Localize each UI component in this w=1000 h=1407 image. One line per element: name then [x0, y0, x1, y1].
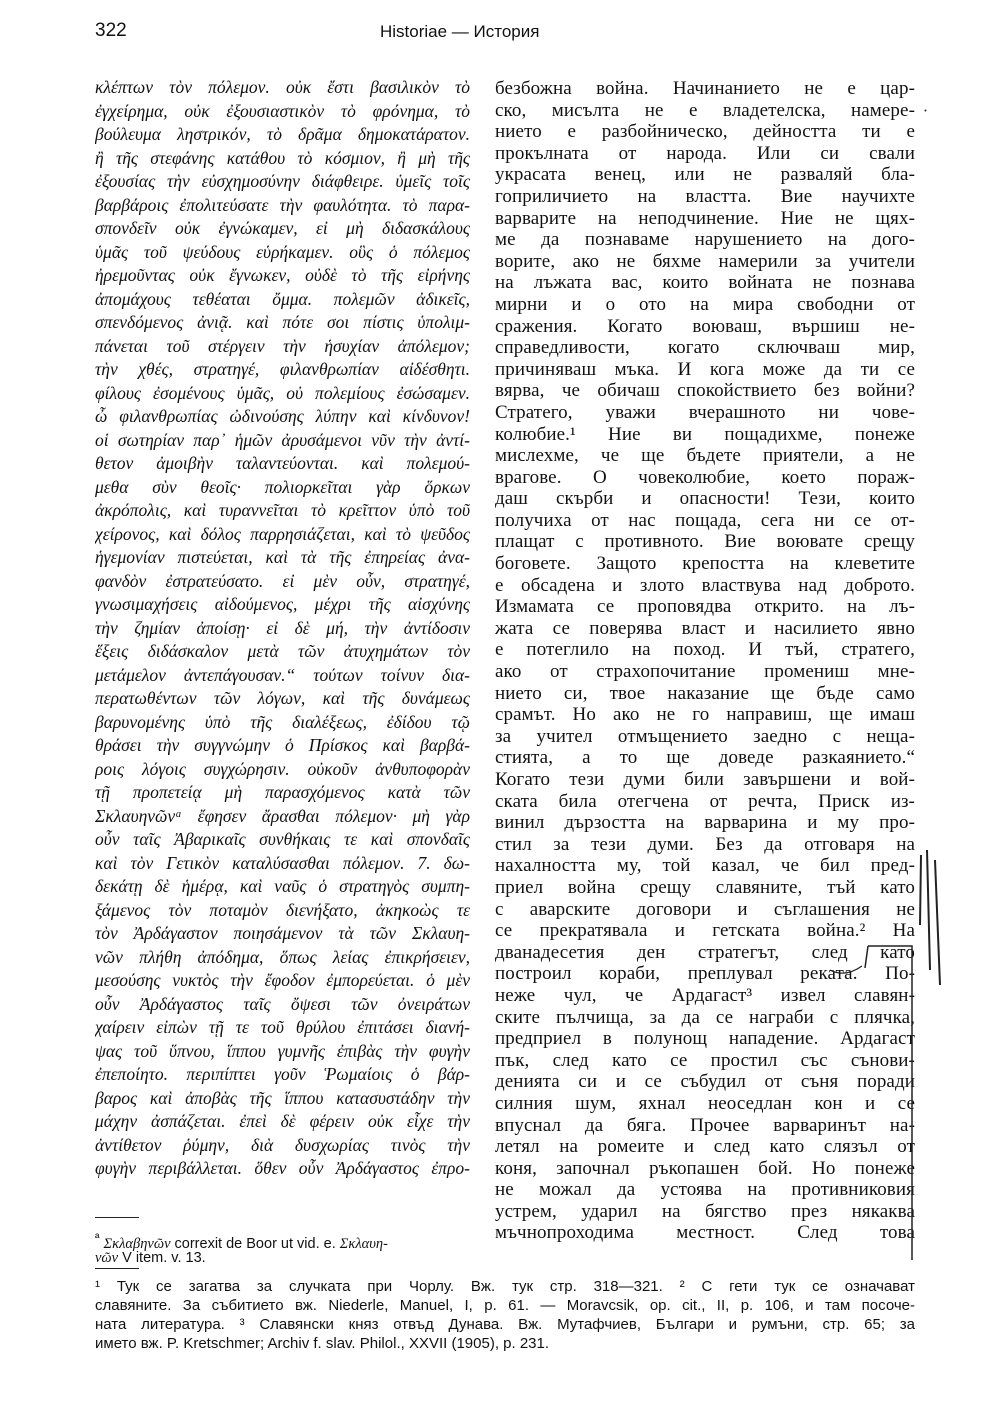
- greek-text-line: σπονδεῖν οὐκ ἐγνώκαμεν, εἰ μὴ διδασκάλους: [95, 218, 470, 238]
- translation-line: стил за тези думи. Без да отговаря на: [495, 833, 915, 855]
- translation-line: за учител отмъщението заедно с неща-: [495, 725, 915, 747]
- greek-text-line: μεσούσης νυκτὸς τὴν ἔφοδον ἐμπορεύεται. ὁ μὲν: [95, 970, 470, 990]
- apparatus-text: V item. v. 13.: [118, 1250, 206, 1266]
- footnote-line: славяните. За събитието вж. Niederle, Manuel, I, p. 61. — Moravcsik, op. cit., II, p. 106, и там посоче-: [95, 1297, 915, 1314]
- translation-line: винил дързостта на варварина и му про-: [495, 812, 915, 834]
- footnote-rule: [95, 1268, 139, 1269]
- running-head: Historiae — История: [380, 22, 540, 41]
- translation-line: предприел в полунощ нападение. Ардагаст: [495, 1028, 915, 1050]
- greek-text-line: ἕξεις διδάσκαλον μετὰ τῶν ἀτυχημάτων τὸν: [95, 641, 470, 661]
- translation-line: ворите, ако не бяхме намерили за учители: [495, 250, 915, 272]
- translation-line: Стратего, уважи вчерашното ни чове-: [495, 401, 915, 423]
- translation-line: прокълната от народа. Или си свали: [495, 142, 915, 164]
- translation-line: срамът. Но ако не го направиш, ще имаш: [495, 704, 915, 726]
- greek-text-line: δεκάτῃ δὲ ἡμέρᾳ, καὶ ναῦς ὁ στρατηγὸς συμπη-: [95, 876, 470, 896]
- greek-text-line: κλέπτων τὸν πόλεμον. οὐκ ἔστι βασιλικὸν τὸ: [95, 77, 470, 97]
- greek-text-line: οὖν ταῖς Ἀβαρικαῖς συνθήκαις τε καὶ σπονδαῖς: [95, 829, 470, 849]
- translation-line: нието си, твое наказание ще бъде само: [495, 682, 915, 704]
- translation-line: с аварските договори и съглашения не: [495, 898, 915, 920]
- greek-text-line: περατωθέντων τῶν λόγων, καὶ τῆς δυνάμεως: [95, 688, 470, 708]
- greek-text-line: Σκλαυηνῶνᵃ ἔφησεν ἄρασθαι πόλεμον· μὴ γὰρ: [95, 805, 470, 826]
- apparatus-line: [95, 1228, 475, 1252]
- apparatus-text: correxit de Boor ut vid. e.: [170, 1235, 340, 1252]
- translation-line: варварите на неподчинение. Ние не щях-: [495, 207, 915, 229]
- translation-line: боговете. Защото крепостта на клеветите: [495, 553, 915, 575]
- greek-text-line: ξάμενος τὸν ποταμὸν διενήξατο, ἀκηκοὼς τε: [95, 899, 470, 920]
- footnote-line: името вж. P. Kretschmer; Archiv f. slav. Philol., XXVII (1905), p. 231.: [95, 1335, 550, 1352]
- translation-line: причиняваш мъка. И кога може да ти се: [495, 358, 915, 380]
- greek-text-line: ἐπεποίητο. περιπίπτει γοῦν Ῥωμαίοις ὁ βάρ-: [95, 1064, 470, 1084]
- greek-text-line: χείρονος, καὶ δόλος παρρησιάζεται, καὶ τὸ ψεῦδος: [95, 523, 470, 544]
- translation-line: вярва, че обичаш спокойствието без войни?: [495, 380, 915, 402]
- greek-text-line: βούλευμα ληστρικόν, τὸ δρᾶμα δημοκατάρατον.: [95, 124, 470, 144]
- translation-line: справедливости, когато сключваш мир,: [495, 337, 915, 359]
- greek-text-line: ἀπομάχους τεθέαται ὄμμα. πολεμῶν ἀδικεῖς,: [95, 288, 470, 309]
- translation-line: мъчнопроходима местност. След това: [495, 1222, 915, 1244]
- translation-line: се прекратявала и гетската война.² На: [495, 920, 915, 942]
- greek-word: Σκλαυη-: [339, 1235, 388, 1252]
- greek-word: νῶν: [95, 1250, 119, 1266]
- translation-line: дванадесетия ден стратегът, след като: [495, 941, 915, 963]
- greek-text-line: ροις λόγοις συγχώρησιν. οὐκοῦν ἀνθυποφορὰν: [95, 758, 470, 779]
- translation-line: неже чул, че Ардагаст³ извел славян-: [495, 984, 915, 1006]
- greek-text-line: ἀκρόπολις, καὶ τυραννεῖται τὸ κρεῖττον ὑπὸ τοῦ: [95, 500, 470, 520]
- translation-line: украсата венец, или не разваляй бла-: [495, 164, 915, 186]
- apparatus-marker: ª: [95, 1231, 100, 1245]
- translation-line: летял на ромеите и след като слязъл от: [495, 1136, 915, 1158]
- translation-line: ската била отегчена от речта, Приск из-: [495, 790, 915, 812]
- translation-line: е потеглило на поход. И тъй, стратего,: [495, 639, 915, 661]
- translation-line: получиха от нас пощада, сега ни се от-: [495, 509, 915, 531]
- translation-line: устрем, ударил на бягство през някаква: [495, 1200, 915, 1222]
- greek-text-line: φανδὸν ἐστρατεύσατο. εἰ μὲν οὖν, στρατηγέ,: [95, 570, 470, 591]
- greek-text-line: οἱ σωτηρίαν παρ᾽ ἡμῶν ἀρυσάμενοι νῦν τὴν ἀντί-: [95, 429, 470, 450]
- greek-text-line: βαρος καὶ ἀποβὰς τῆς ἵππου κατασυστάδην τὴν: [95, 1087, 470, 1108]
- greek-text-column: [95, 76, 470, 1181]
- greek-text-line: ἐξουσίας τὴν εὐσχημοσύνην διάφθειρε. ὑμεῖς τοῖς: [95, 171, 470, 191]
- greek-text-line: ψας τοῦ ὕπνου, ἵππου γυμνῆς ἐπιβὰς τὴν φυγὴν: [95, 1040, 470, 1061]
- bulgarian-translation-column: [495, 78, 915, 1244]
- page-number: 322: [95, 20, 127, 41]
- greek-text-line: βαρβάροις ἐπολιτεύσατε τὴν φαυλότητα. τὸ παρα-: [95, 194, 470, 215]
- greek-text-line: νῶν πλήθη ἀπόδημα, ὅπως λείας ἐπικρήσειεν,: [95, 946, 470, 967]
- greek-text-line: πάνεται τοῦ στέργειν τὴν ἡσυχίαν ἀπόλεμον;: [95, 335, 470, 356]
- footnotes: [95, 1277, 915, 1353]
- translation-line: Измамата се проповядва открито. на лъ-: [495, 596, 915, 618]
- greek-word: Σκλαβηνῶν: [103, 1235, 171, 1252]
- translation-line: ско, мисълта не е владетелска, намере-: [495, 99, 915, 121]
- greek-text-line: τὴν ζημίαν ἀποίσῃ· εἰ δὲ μή, τὴν ἀντίδοσιν: [95, 617, 470, 638]
- greek-text-line: χαίρειν εἰπὼν τῇ τε τοῦ θρύλου ἐπιτάσει διανή-: [95, 1017, 470, 1037]
- greek-text-line: μεθα σὺν θεοῖς· πολιορκεῖται γὰρ ὅρκων: [95, 476, 470, 497]
- greek-text-line: φυγὴν περιβάλλεται. ὅθεν οὖν Ἀρδάγαστος ἐπρο-: [95, 1158, 470, 1178]
- translation-line: нахалността му, той казал, че бил пред-: [495, 855, 915, 877]
- translation-line: построил кораби, преплувал реката. По-: [495, 963, 915, 985]
- translation-line: гоприличието на властта. Вие научихте: [495, 185, 915, 207]
- translation-line: врагове. О човеколюбие, което пораж-: [495, 466, 915, 488]
- critical-apparatus: [95, 1228, 475, 1268]
- translation-line: колюбие.¹ Ние ви пощадихме, понеже: [495, 423, 915, 445]
- translation-line: коня, започнал ръкопашен бой. Но понеже: [495, 1157, 915, 1179]
- greek-text-line: θετον ἀμοιβὴν ταλαντεύονται. καὶ πολεμού-: [95, 453, 470, 473]
- translation-line: стията, а то ще доведе разкаянието.“: [495, 747, 915, 769]
- translation-line: даш скърби и опасности! Тези, които: [495, 488, 915, 510]
- greek-text-line: θράσει τὴν συγγνώμην ὁ Πρίσκος καὶ βαρβά-: [95, 735, 470, 755]
- greek-text-line: τὸν Ἀρδάγαστον ποιησάμενον τὰ τῶν Σκλαυη-: [95, 923, 470, 943]
- translation-line: безбожна война. Начинанието не е цар-: [495, 78, 915, 99]
- translation-line: ските пълчища, за да се награби с плячка,: [495, 1006, 915, 1028]
- greek-text-line: φίλους ἐσομένους ὑμᾶς, οὐ πολεμίους ἐσώσαμεν.: [95, 382, 470, 403]
- translation-line: сражения. Когато воюваш, вършиш не-: [495, 315, 915, 337]
- greek-text-line: καὶ τὸν Γετικὸν καταλύσασθαι πόλεμον. 7. δω-: [95, 852, 470, 873]
- translation-line: Когато тези думи били завършени и вой-: [495, 769, 915, 790]
- greek-text-line: μάχην ἀσπάζεται. ἐπεὶ δὲ φέρειν οὐκ εἶχε τὴν: [95, 1111, 470, 1131]
- greek-text-line: μετάμελον ἀντεπάγουσαν.“ τούτων τοίνυν δια-: [95, 664, 470, 685]
- translation-line: пък, след като се простил със сънови-: [495, 1049, 915, 1071]
- greek-text-line: ὦ φιλανθρωπίας ὠδινούσης λύπην καὶ κίνδυνον!: [95, 406, 470, 426]
- apparatus-rule: [95, 1217, 139, 1218]
- greek-text-line: ἐγχείρημα, οὐκ ἐξουσιαστικὸν τὸ φρόνημα, τὸ: [95, 100, 470, 121]
- translation-line: жата се поверява власт и насилието явно: [495, 617, 915, 639]
- translation-line: е обсадена и злото властвува над доброто.: [495, 574, 915, 596]
- translation-line: мирни и о ото на мира свободни от: [495, 293, 915, 315]
- translation-line: нието е разбойническо, дейността ти е: [495, 121, 915, 143]
- translation-line: приел война срещу славяните, тъй като: [495, 876, 915, 898]
- greek-text-line: σπενδόμενος ἀνιᾷ. καὶ πότε σοι πίστις ὑπολιμ-: [95, 312, 470, 332]
- translation-line: не можал да устоява на противниковия: [495, 1179, 915, 1201]
- translation-line: ако от страхопочитание промениш мне-: [495, 661, 915, 683]
- greek-text-line: ἀντίθετον ῥύμην, διὰ δυσχωρίας τινὸς τὴν: [95, 1134, 470, 1155]
- greek-text-line: ὑμᾶς τοῦ ψεύδους εὑρήκαμεν. οὓς ὁ πόλεμος: [95, 241, 470, 262]
- translation-line: силния шум, яхнал неоседлан кон и се: [495, 1092, 915, 1114]
- footnote-line: ната литература. ³ Славянски княз отвъд Дунава. Вж. Мутафчиев, Българи и румъни, стр. 65; за: [95, 1316, 915, 1333]
- footnote-line: ¹ Тук се загатва за случката при Чорлу. Вж. тук стр. 318—321. ² С гети тук се означават: [95, 1278, 915, 1295]
- translation-line: впуснал да бяга. Прочее варваринът на-: [495, 1114, 915, 1136]
- translation-line: мислехме, че ще бъдете приятели, а не: [495, 445, 915, 467]
- translation-line: на лъжата вас, които войната не познава: [495, 272, 915, 294]
- greek-text-line: ἡγεμονίαν πιστεύεται, καὶ τὰ τῆς ἐπηρείας ἀνα-: [95, 547, 470, 567]
- greek-text-line: τὴν χθές, στρατηγέ, φιλανθρωπίαν αἰδέσθητι.: [95, 359, 470, 379]
- translation-line: плащат с противното. Вие воювате срещу: [495, 531, 915, 553]
- greek-text-line: ἢ τῆς στεφάνης κατάθου τὸ κόσμιον, ἢ μὴ τῆς: [95, 147, 470, 168]
- greek-text-line: ἠρεμοῦντας οὐκ ἔγνωκεν, οὐδὲ τὸ τῆς εἰρήνης: [95, 265, 470, 285]
- greek-text-line: γνωσιμαχήσεις αἰδούμενος, μέχρι τῆς αἰσχύνης: [95, 594, 470, 614]
- greek-text-line: βαρυνομένης ὑπὸ τῆς διαλέξεως, ἐδίδου τῷ: [95, 711, 470, 732]
- greek-text-line: οὖν Ἀρδάγαστος ταῖς ὄψεσι τῶν ὀνειράτων: [95, 993, 470, 1014]
- greek-text-line: τῇ προπετείᾳ μὴ παρασχόμενος κατὰ τῶν: [95, 782, 470, 802]
- translation-line: денията си и се събудил от съня поради: [495, 1071, 915, 1093]
- translation-line: ме да познаваме нарушението на дого-: [495, 229, 915, 251]
